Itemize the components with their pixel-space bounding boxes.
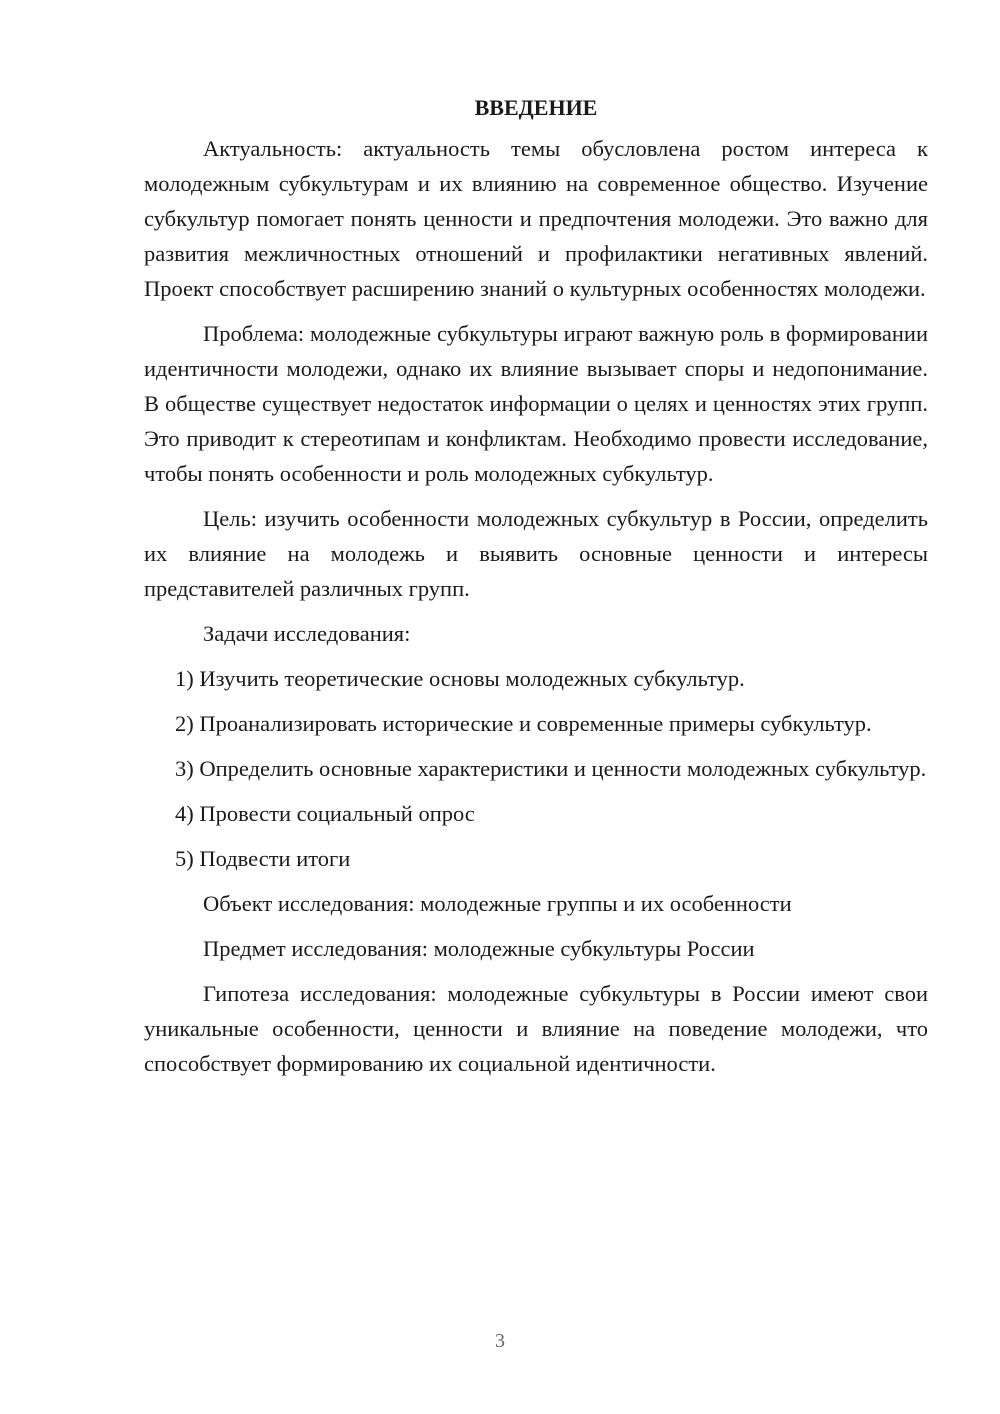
paragraph-subject: Предмет исследования: молодежные субкультуры России: [203, 936, 755, 961]
task-item-4: 4) Провести социальный опрос: [175, 801, 475, 826]
tasks-heading: Задачи исследования:: [203, 621, 411, 646]
task-item-1: 1) Изучить теоретические основы молодежных субкультур.: [175, 666, 745, 691]
document-page: [144, 90, 928, 1091]
task-item-5: 5) Подвести итоги: [175, 846, 351, 871]
paragraph-object: Объект исследования: молодежные группы и их особенности: [203, 891, 792, 916]
paragraph-goal: Цель: изучить особенности молодежных субкультур в России, определить их влияние на молодежь и выявить основные ценности и интересы представителей различных групп.: [144, 506, 928, 601]
paragraph-hypothesis: Гипотеза исследования: молодежные субкультуры в России имеют свои уникальные особенности, ценности и влияние на поведение молодежи, что способствует формированию их социальной идентичности.: [144, 981, 928, 1076]
page-number: 3: [495, 1330, 505, 1352]
tasks-list: [144, 661, 928, 876]
paragraph-problem: Проблема: молодежные субкультуры играют важную роль в формировании идентичности молодежи, однако их влияние вызывает споры и недопонимание. В обществе существует недостаток информации о целях и ценностях этих групп. Это приводит к стереотипам и конфликтам. Необходимо провести исследование, чтобы понять особенности и роль молодежных субкультур.: [144, 321, 928, 486]
paragraph-relevance: Актуальность: актуальность темы обусловлена ростом интереса к молодежным субкультурам и их влиянию на современное общество. Изучение субкультур помогает понять ценности и предпочтения молодежи. Это важно для развития межличностных отношений и профилактики негативных явлений. Проект способствует расширению знаний о культурных особенностях молодежи.: [144, 136, 928, 301]
task-item-2: 2) Проанализировать исторические и современные примеры субкультур.: [175, 711, 872, 736]
task-item-3: 3) Определить основные характеристики и ценности молодежных субкультур.: [175, 756, 927, 781]
document-title: ВВЕДЕНИЕ: [474, 95, 598, 120]
